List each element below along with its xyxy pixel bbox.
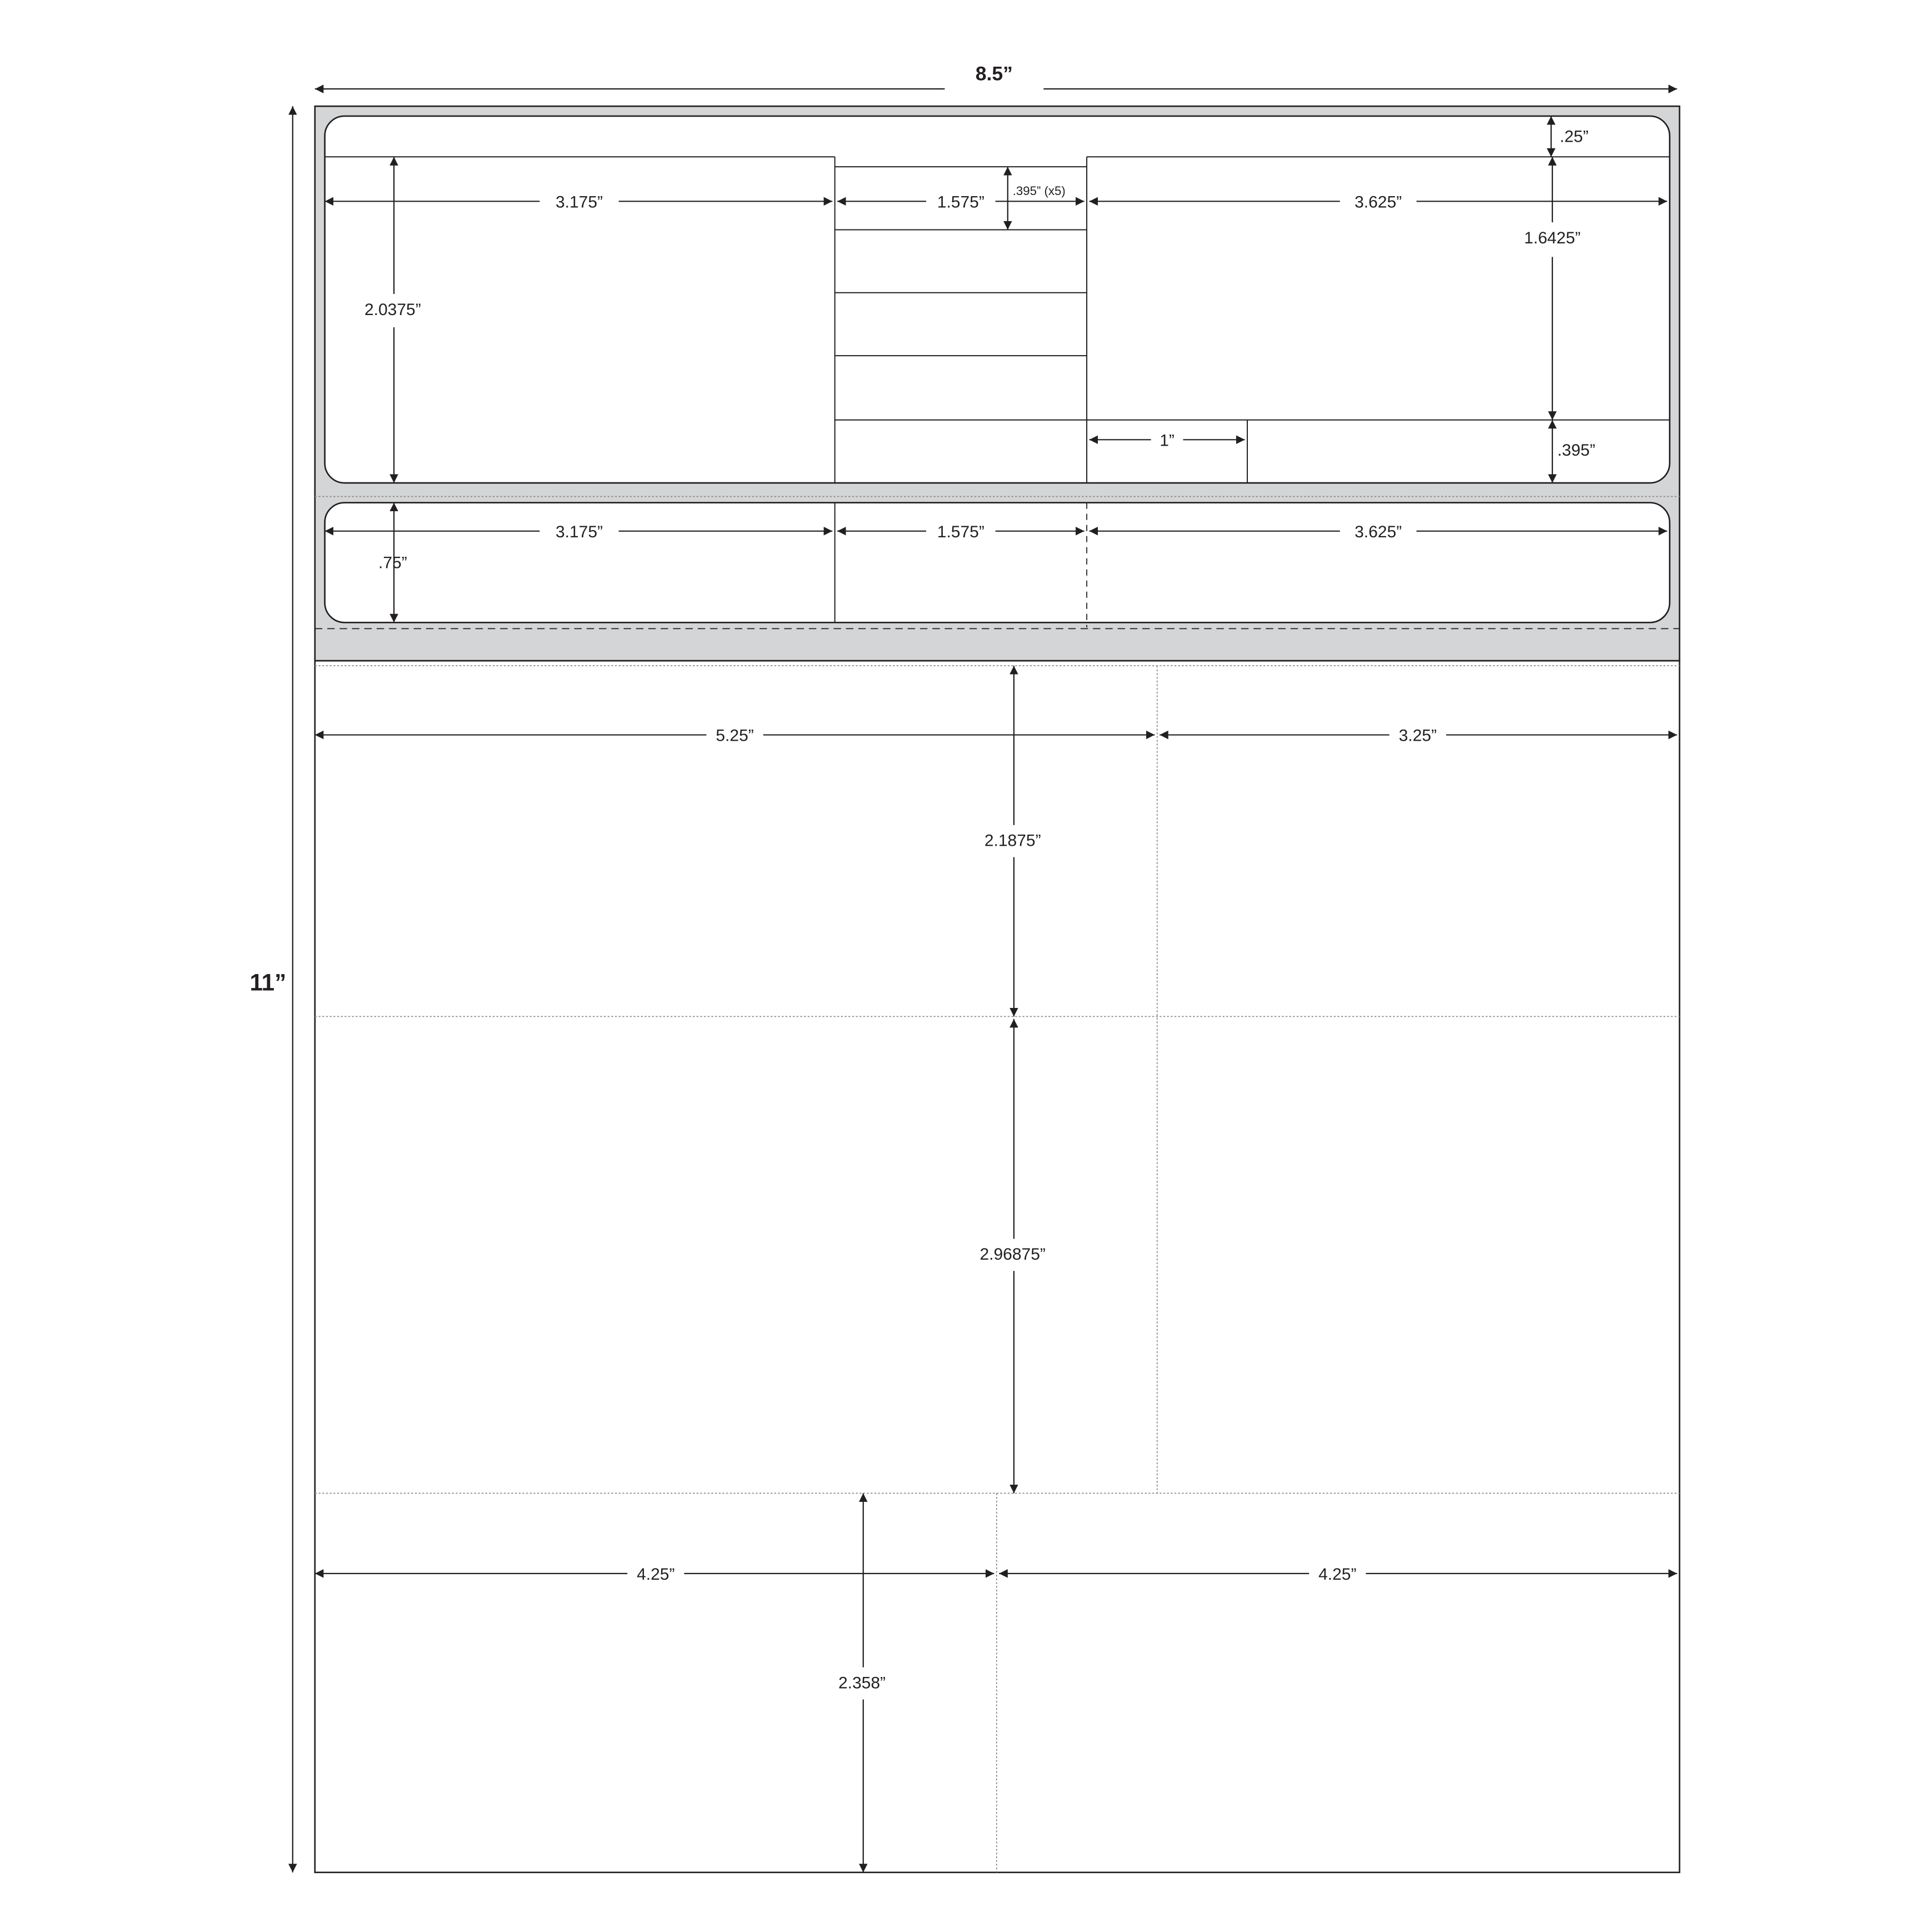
main-left-width-label: 3.175” [555, 193, 603, 212]
main-small-height-label: .395” [1557, 441, 1596, 460]
main-middle-width-label: 1.575” [937, 193, 985, 212]
main-middle-row-label: .395” (x5) [1012, 184, 1066, 198]
strip-height-label: .75” [378, 553, 407, 572]
upper-right-width-label: 3.25” [1398, 726, 1437, 745]
bottom-right-width-label: 4.25” [1318, 1565, 1357, 1584]
upper-left-width-label: 5.25” [716, 726, 754, 745]
sheet-width-label: 8.5” [975, 62, 1013, 85]
top-margin-label: .25” [1560, 127, 1589, 146]
main-small-width-label: 1” [1160, 431, 1175, 450]
strip-label-outline [325, 503, 1670, 623]
main-label-outline [325, 116, 1670, 483]
strip-right-width-label: 3.625” [1355, 522, 1402, 541]
row1-height-label: 2.1875” [984, 831, 1041, 850]
main-right-height-label: 1.6425” [1524, 228, 1581, 247]
main-right-width-label: 3.625” [1355, 193, 1402, 212]
sheet-height-label: 11” [249, 969, 287, 996]
bottom-height-label: 2.358” [838, 1674, 886, 1693]
bottom-left-width-label: 4.25” [637, 1565, 675, 1584]
strip-left-width-label: 3.175” [555, 522, 603, 541]
row2-height-label: 2.96875” [980, 1245, 1046, 1264]
strip-middle-width-label: 1.575” [937, 522, 985, 541]
main-left-height-label: 2.0375” [364, 300, 421, 319]
